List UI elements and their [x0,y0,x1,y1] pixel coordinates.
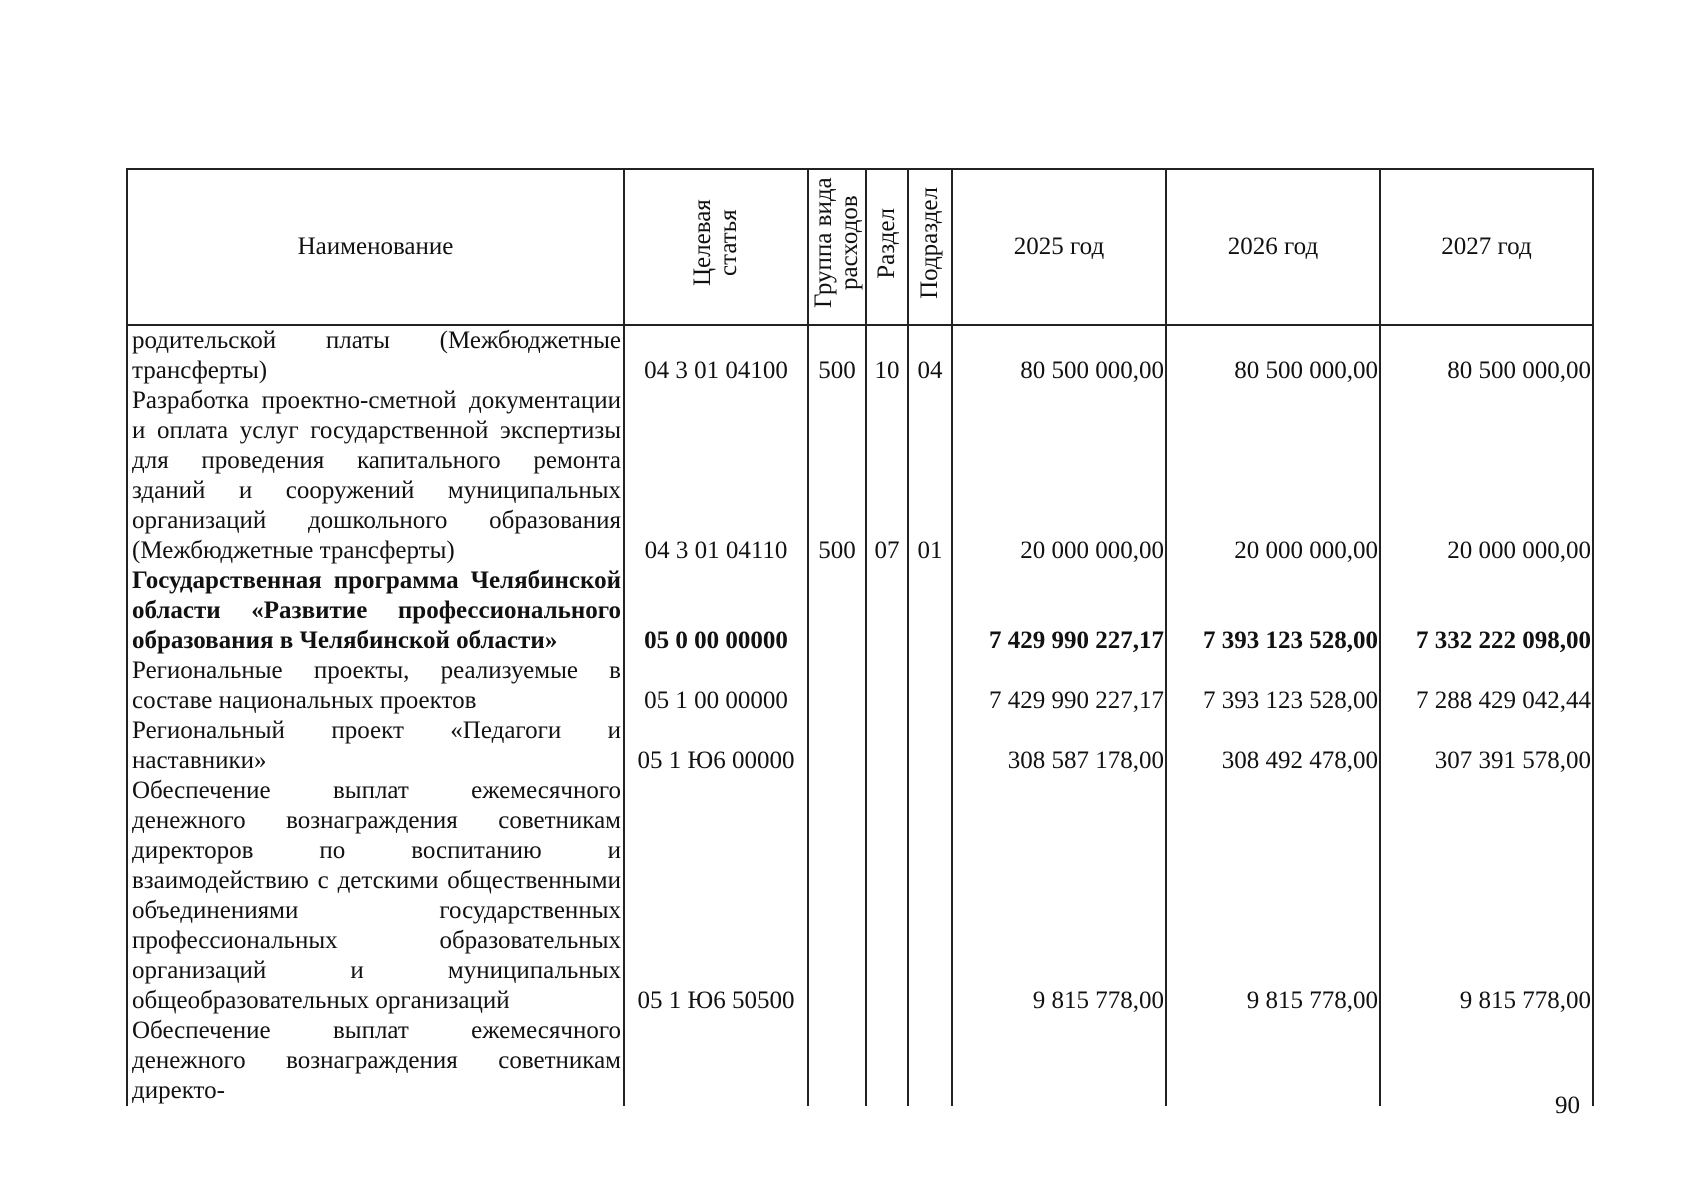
row-name: Разработка проектно-сметной документации и оплата услуг государственной экспертизы для проведения капитального ремонта зданий и сооружений муниципальных организаций дошкольного образования (Межбюджетные трансферты) [127,386,624,566]
row-amount-2027: 7 288 429 042,44 [1380,656,1593,716]
header-2026: 2026 год [1166,169,1380,325]
table-row [127,776,1593,1016]
row-amount-2026: 308 492 478,00 [1166,716,1380,776]
row-amount-2026 [1166,1016,1380,1106]
row-subsection [908,776,952,1016]
row-target-article: 05 0 00 00000 [624,566,808,656]
row-expense-group [808,656,866,716]
row-amount-2027: 307 391 578,00 [1380,716,1593,776]
header-section: Раздел [866,169,908,325]
row-target-article: 04 3 01 04100 [624,325,808,386]
header-2025: 2025 год [952,169,1166,325]
row-amount-2025: 9 815 778,00 [952,776,1166,1016]
budget-table [126,168,1594,1106]
row-amount-2025: 308 587 178,00 [952,716,1166,776]
row-target-article: 05 1 00 00000 [624,656,808,716]
row-name: Обеспечение выплат ежемесячного денежного вознаграждения советникам директоров по воспитанию и взаимодействию с детскими общественными объединениями государственных профессиональных образовательных организаций и муниципальных общеобразовательных организаций [127,776,624,1016]
row-section [866,776,908,1016]
header-2027: 2027 год [1380,169,1593,325]
row-subsection [908,716,952,776]
row-amount-2026: 20 000 000,00 [1166,386,1380,566]
row-subsection [908,656,952,716]
row-section: 10 [866,325,908,386]
row-amount-2026: 9 815 778,00 [1166,776,1380,1016]
row-amount-2025: 20 000 000,00 [952,386,1166,566]
row-name: Государственная программа Челябинской области «Развитие профессионального образования в Челябинской области» [127,566,624,656]
row-amount-2025: 7 429 990 227,17 [952,656,1166,716]
row-expense-group [808,716,866,776]
table-row [127,716,1593,776]
row-amount-2027: 9 815 778,00 [1380,776,1593,1016]
row-amount-2026: 7 393 123 528,00 [1166,656,1380,716]
table-row [127,325,1593,386]
row-amount-2026: 80 500 000,00 [1166,325,1380,386]
row-amount-2026: 7 393 123 528,00 [1166,566,1380,656]
header-expense-group: Группа вида расходов [808,169,866,325]
row-amount-2027: 80 500 000,00 [1380,325,1593,386]
table-row [127,386,1593,566]
row-amount-2027: 7 332 222 098,00 [1380,566,1593,656]
table-header-row [127,169,1593,325]
table-row [127,1016,1593,1106]
row-section [866,566,908,656]
row-target-article: 05 1 Ю6 50500 [624,776,808,1016]
row-subsection [908,566,952,656]
row-subsection: 01 [908,386,952,566]
row-expense-group: 500 [808,386,866,566]
row-section [866,656,908,716]
row-amount-2025: 80 500 000,00 [952,325,1166,386]
row-amount-2025: 7 429 990 227,17 [952,566,1166,656]
table-row [127,566,1593,656]
header-target-article: Целевая статья [624,169,808,325]
row-expense-group [808,1016,866,1106]
row-section [866,1016,908,1106]
table-row [127,656,1593,716]
page-number: 90 [1555,1092,1580,1119]
row-name: родительской платы (Межбюджетные трансферты) [127,325,624,386]
row-name: Региональный проект «Педагоги и наставники» [127,716,624,776]
row-expense-group [808,776,866,1016]
row-target-article: 04 3 01 04110 [624,386,808,566]
row-target-article: 05 1 Ю6 00000 [624,716,808,776]
row-subsection: 04 [908,325,952,386]
row-amount-2027: 20 000 000,00 [1380,386,1593,566]
header-name: Наименование [127,169,624,325]
row-amount-2025 [952,1016,1166,1106]
row-section [866,716,908,776]
row-name: Обеспечение выплат ежемесячного денежного вознаграждения советникам директо- [127,1016,624,1106]
row-target-article [624,1016,808,1106]
row-section: 07 [866,386,908,566]
header-subsection: Подраздел [908,169,952,325]
row-name: Региональные проекты, реализуемые в составе национальных проектов [127,656,624,716]
row-expense-group: 500 [808,325,866,386]
row-expense-group [808,566,866,656]
row-subsection [908,1016,952,1106]
